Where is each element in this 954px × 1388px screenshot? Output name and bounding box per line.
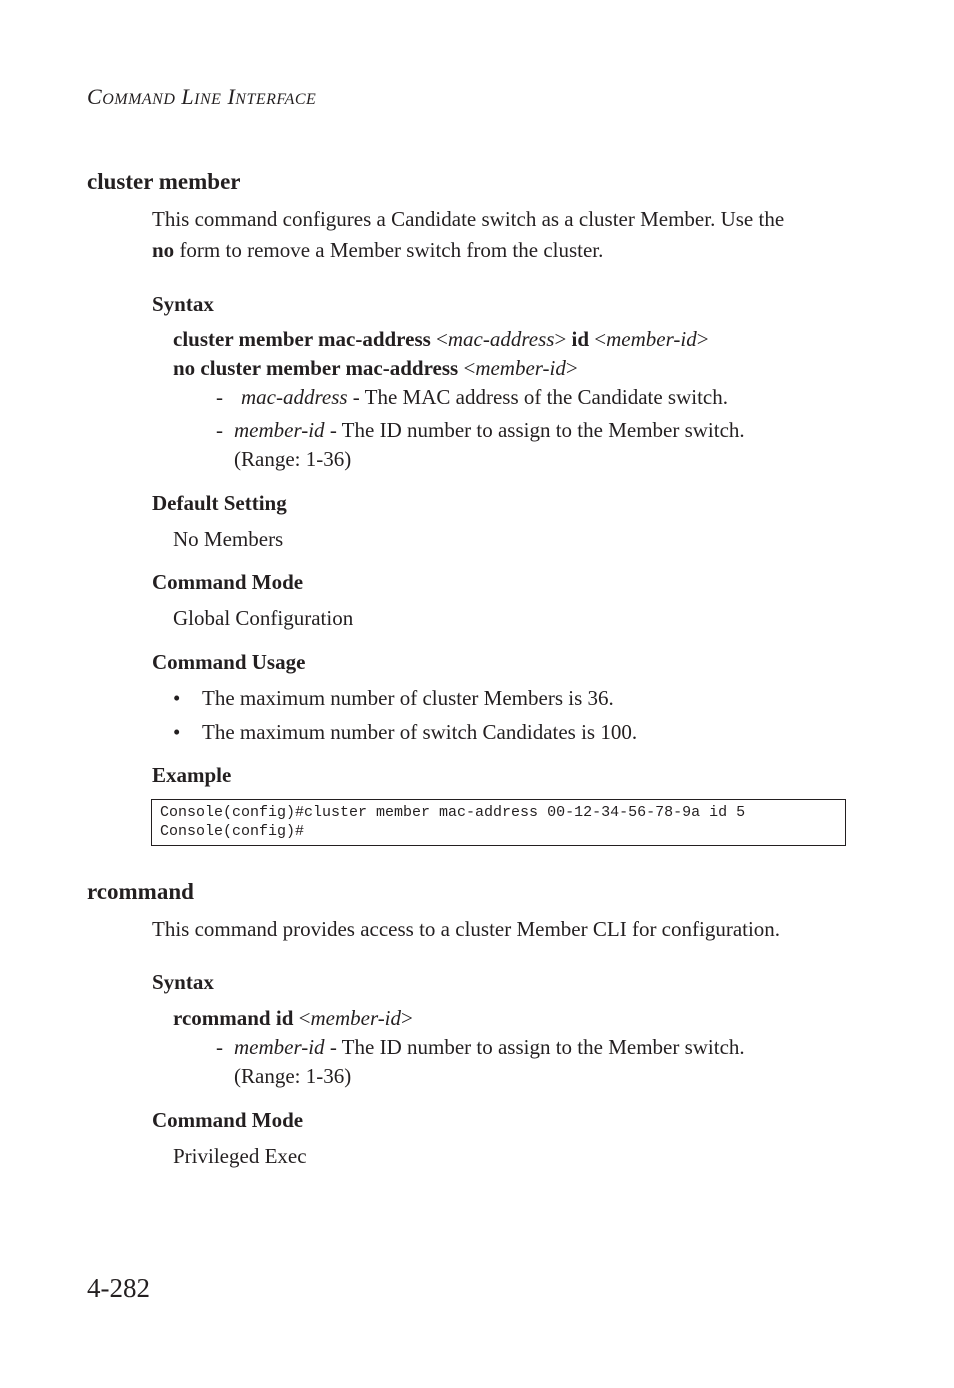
syntax-line-2 [173,356,578,381]
param-desc: - The ID number to assign to the Member switch. [324,1035,745,1059]
syntax-bracket: > [565,356,578,380]
syntax-bracket: > [696,327,709,351]
running-header [87,84,316,110]
header-rest-2: INE [194,91,222,108]
no-keyword: no [152,238,175,262]
intro-line-2 [152,238,603,263]
syntax-keyword: cluster member mac-address [173,327,431,351]
rcommand-syntax-line [173,1006,413,1031]
default-setting-value: No Members [173,527,284,551]
param-member-id [234,1035,745,1060]
command-mode-value: Global Configuration [173,606,354,630]
code-line: Console(config)# [160,823,305,840]
syntax-bracket: < [458,356,476,380]
param-dash: - [216,418,223,442]
command-mode-heading: Command Mode [152,1108,304,1132]
usage-item: The maximum number of switch Candidates is 100. [202,720,638,744]
rcommand-intro: This command provides access to a cluster Member CLI for configuration. [152,917,781,941]
default-setting-heading: Default Setting [152,491,287,515]
bullet-icon: • [173,720,181,744]
syntax-bracket: < [430,327,448,351]
param-name: member-id [234,1035,325,1059]
syntax-keyword: rcommand id [173,1006,294,1030]
example-heading: Example [152,763,232,787]
section-title-cluster-member: cluster member [87,169,241,194]
syntax-keyword: id [571,327,590,351]
section-title-rcommand: rcommand [87,879,194,904]
param-name: mac-address [241,385,348,409]
header-cap-3: I [227,84,236,109]
header-rest-3: NTERFACE [235,91,317,108]
param-desc: - The MAC address of the Candidate switch. [347,385,728,409]
syntax-line-1 [173,327,709,352]
usage-item: The maximum number of cluster Members is 36. [202,686,614,710]
param-range: (Range: 1-36) [234,447,352,471]
param-dash: - [216,385,223,409]
syntax-bracket: < [589,327,607,351]
page-number: 4-282 [87,1273,150,1303]
bullet-icon: • [173,686,181,710]
intro-line-1: This command configures a Candidate switch as a cluster Member. Use the [152,207,785,231]
header-rest-1: OMMAND [102,91,176,108]
syntax-param: member-id [606,327,697,351]
code-line: Console(config)#cluster member mac-address 00-12-34-56-78-9a id 5 [160,804,746,821]
command-mode-value: Privileged Exec [173,1144,307,1168]
syntax-heading: Syntax [152,970,214,994]
syntax-param: mac-address [447,327,555,351]
param-range: (Range: 1-36) [234,1064,352,1088]
param-name: member-id [234,418,325,442]
syntax-heading: Syntax [152,292,214,316]
example-code-box [151,799,846,846]
header-cap-1: C [87,84,103,109]
command-mode-heading: Command Mode [152,570,304,594]
header-cap-2: L [181,84,195,109]
syntax-param: member-id [475,356,566,380]
syntax-bracket: < [293,1006,311,1030]
param-mac-address [241,385,728,410]
param-member-id [234,418,745,443]
syntax-bracket: > [554,327,572,351]
param-desc: - The ID number to assign to the Member switch. [324,418,745,442]
intro-line-2-rest: form to remove a Member switch from the cluster. [174,238,604,262]
syntax-bracket: > [401,1006,413,1030]
syntax-keyword: no cluster member mac-address [173,356,459,380]
syntax-param: member-id [310,1006,402,1030]
command-usage-heading: Command Usage [152,650,306,674]
param-dash: - [216,1035,223,1059]
